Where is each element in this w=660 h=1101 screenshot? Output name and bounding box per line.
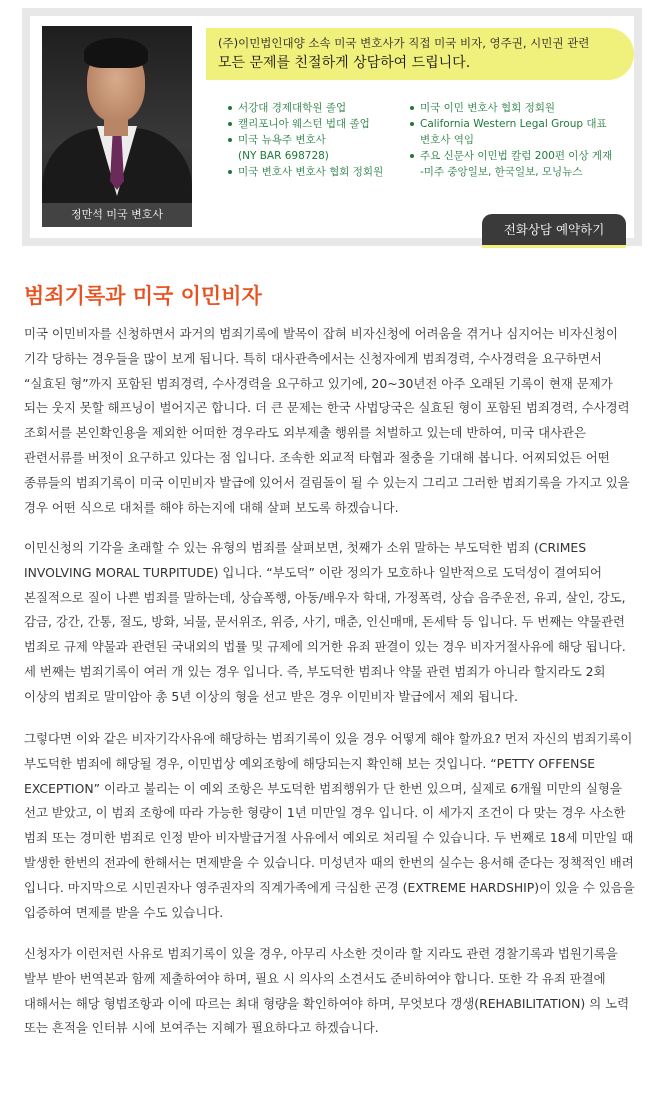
text-line: 본질적으로 질이 나쁜 범죄를 말하는데, 상습폭행, 아동/배우자 학대, 가정폭력, 상습 음주운전, 유괴, 살인, 강도, (24, 589, 626, 605)
text-line: 그렇다면 이와 같은 비자기각사유에 해당하는 범죄기록이 있을 경우 어떻게 해야 할까요? 먼저 자신의 범죄기록이 (24, 731, 633, 746)
bullet-icon (410, 122, 414, 126)
text-line: 입니다. 마지막으로 시민권자나 영주권자의 직계가족에게 극심한 곤경 (EXTREME HARDSHIP)이 있을 수 있음을 (24, 879, 635, 895)
headline-box (206, 28, 634, 80)
text-line: 신청자가 이런저런 사유로 범죄기록이 있을 경우, 아무리 사소한 것이라 할 지라도 관련 경찰기록과 법원기록을 (24, 946, 618, 961)
bullet-icon (228, 170, 232, 174)
photo-hair (84, 38, 148, 68)
bullet-icon (228, 138, 232, 142)
credential-item: 미국 이민 변호사 협회 정회원 (408, 100, 634, 116)
credential-item: 주요 신문사 이민법 칼럼 200편 이상 게재 (408, 148, 634, 164)
banner-inner (30, 16, 634, 238)
text-line: 이민신청의 기각을 초래할 수 있는 유형의 범죄를 살펴보면, 첫째가 소위 말하는 부도덕한 범죄 (CRIMES (24, 540, 587, 555)
credential-item-continued: -미주 중앙일보, 한국일보, 모닝뉴스 (420, 166, 583, 178)
text-line: 미국 이민비자를 신청하면서 과거의 범죄기록에 발목이 잡혀 비자신청에 어려움을 겪거나 심지어는 비자신청이 (24, 326, 618, 341)
text-line: 선고 받았고, 이 범죄 조항에 따라 가능한 형량이 1년 미만일 경우 입니다. 이 세가지 조건이 다 맞는 경우 사소한 (24, 805, 626, 821)
text-line: 발생한 한번의 전과에 한해서는 면제받을 수 있습니다. 미성년자 때의 한번의 실수는 용서해 준다는 정책적인 배려 (24, 854, 634, 870)
text-line: 기각 당하는 경우들을 많이 보게 됩니다. 특히 대사관측에서는 신청자에게 범죄경력, 수사경력을 요구하면서 (24, 350, 602, 366)
headline-line-2: 모든 문제를 친절하게 상담하여 드립니다. (218, 55, 471, 71)
article-paragraph-2 (24, 536, 638, 710)
headline-line-1: (주)이민법인대양 소속 미국 변호사가 직접 미국 비자, 영주권, 시민권 관련 (218, 36, 590, 50)
text-line: 세 번째는 범죄기록이 여러 개 있는 경우 입니다. 즉, 부도덕한 범죄나 약물 관련 범죄가 아니라 할지라도 2회 (24, 663, 606, 679)
text-line: INVOLVING MORAL TURPITUDE) 입니다. “부도덕” 이란 정의가 모호하나 일반적으로 도덕성이 결여되어 (24, 564, 602, 580)
credentials-right (408, 100, 634, 180)
article-title: 범죄기록과 미국 이민비자 (24, 284, 262, 308)
article-paragraph-4 (24, 942, 638, 1041)
bullet-icon (228, 122, 232, 126)
text-line: 이상의 범죄로 말미암아 총 5년 이상의 형을 선고 받은 경우 이민비자 발급에서 제외 됩니다. (24, 688, 518, 704)
credential-item: 미국 뉴욕주 변호사 (226, 132, 408, 148)
text-line: 관련서류를 버젓이 요구하고 있다는 점 입니다. 조속한 외교적 타협과 절충을 기대해 봅니다. 어찌되었든 어떤 (24, 449, 610, 465)
text-line: 또는 흔적을 인터뷰 시에 보여주는 지혜가 필요하다고 하겠습니다. (24, 1020, 379, 1036)
article-paragraph-1 (24, 322, 638, 520)
credentials-left (226, 100, 408, 180)
credential-item-continued: (NY BAR 698728) (238, 150, 329, 162)
bullet-icon (228, 106, 232, 110)
credential-item: 서강대 경제대학원 졸업 (226, 100, 408, 116)
text-line: 되는 웃지 못할 해프닝이 벌어지곤 합니다. 더 큰 문제는 한국 사법당국은 실효된 형이 포함된 범죄경력, 수사경력 (24, 400, 630, 416)
text-line: “실효된 형”까지 포함된 범죄경력, 수사경력을 요구하고 있기에, 20~30년전 아주 오래된 기록이 현재 문제가 (24, 375, 613, 391)
text-line: 조회서를 본인확인용을 제외한 어떠한 경우라도 외부제출 행위를 처벌하고 있는데 반하여, 미국 대사관은 (24, 425, 586, 441)
credential-item: California Western Legal Group 대표 (408, 116, 634, 132)
lawyer-photo (42, 26, 192, 227)
text-line: 경우 어떤 식으로 대처를 해야 하는지에 대해 살펴 보도록 하겠습니다. (24, 499, 399, 515)
text-line: 범죄 또는 경미한 범죄로 인정 받아 비자발급거절 사유에서 예외로 처리될 수 있습니다. 두 번째로 18세 미만일 때 (24, 830, 634, 846)
text-line: 범죄로 규제 약물과 관련된 국내외의 법률 및 규제에 의거한 유죄 판결이 있는 경우 비자거절사유에 해당 됩니다. (24, 639, 626, 655)
phone-consult-button[interactable]: 전화상담 예약하기 (482, 214, 626, 248)
text-line: 발부 받아 번역본과 함께 제출하여야 하며, 필요 시 의사의 소견서도 준비하여야 합니다. 또한 각 유죄 판결에 (24, 970, 606, 986)
credential-item: 미국 변호사 변호사 협회 정회원 (226, 164, 408, 180)
bullet-icon (410, 154, 414, 158)
photo-caption: 정만석 미국 변호사 (42, 203, 192, 227)
text-line: 감금, 강간, 간통, 절도, 방화, 뇌물, 문서위조, 위증, 사기, 매춘, 인신매매, 돈세탁 등 입니다. 두 번째는 약물관련 (24, 614, 626, 630)
bullet-icon (410, 106, 414, 110)
article-paragraph-3 (24, 727, 638, 925)
lawyer-profile-banner (22, 8, 642, 246)
text-line: 종류들의 범죄기록이 미국 이민비자 발급에 있어서 걸림돌이 될 수 있는지 그리고 그러한 범죄기록을 가지고 있을 (24, 474, 630, 490)
text-line: 입증하여 면제를 받을 수도 있습니다. (24, 904, 224, 920)
credential-item-continued: 변호사 역임 (420, 134, 475, 146)
text-line: 부도덕한 범죄에 해당될 경우, 이민법상 예외조항에 해당되는지 확인해 보는 것입니다. “PETTY OFFENSE (24, 755, 596, 771)
text-line: 대해서는 해당 형법조항과 이에 따르는 최대 형량을 확인하여야 하며, 무엇보다 갱생(REHABILITATION) 의 노력 (24, 995, 630, 1011)
text-line: EXCEPTION” 이라고 불리는 이 예외 조항은 부도덕한 범죄행위가 단 한번 있으며, 실제로 6개월 미만의 실형을 (24, 780, 622, 796)
credential-item: 캘리포니아 웨스턴 법대 졸업 (226, 116, 408, 132)
